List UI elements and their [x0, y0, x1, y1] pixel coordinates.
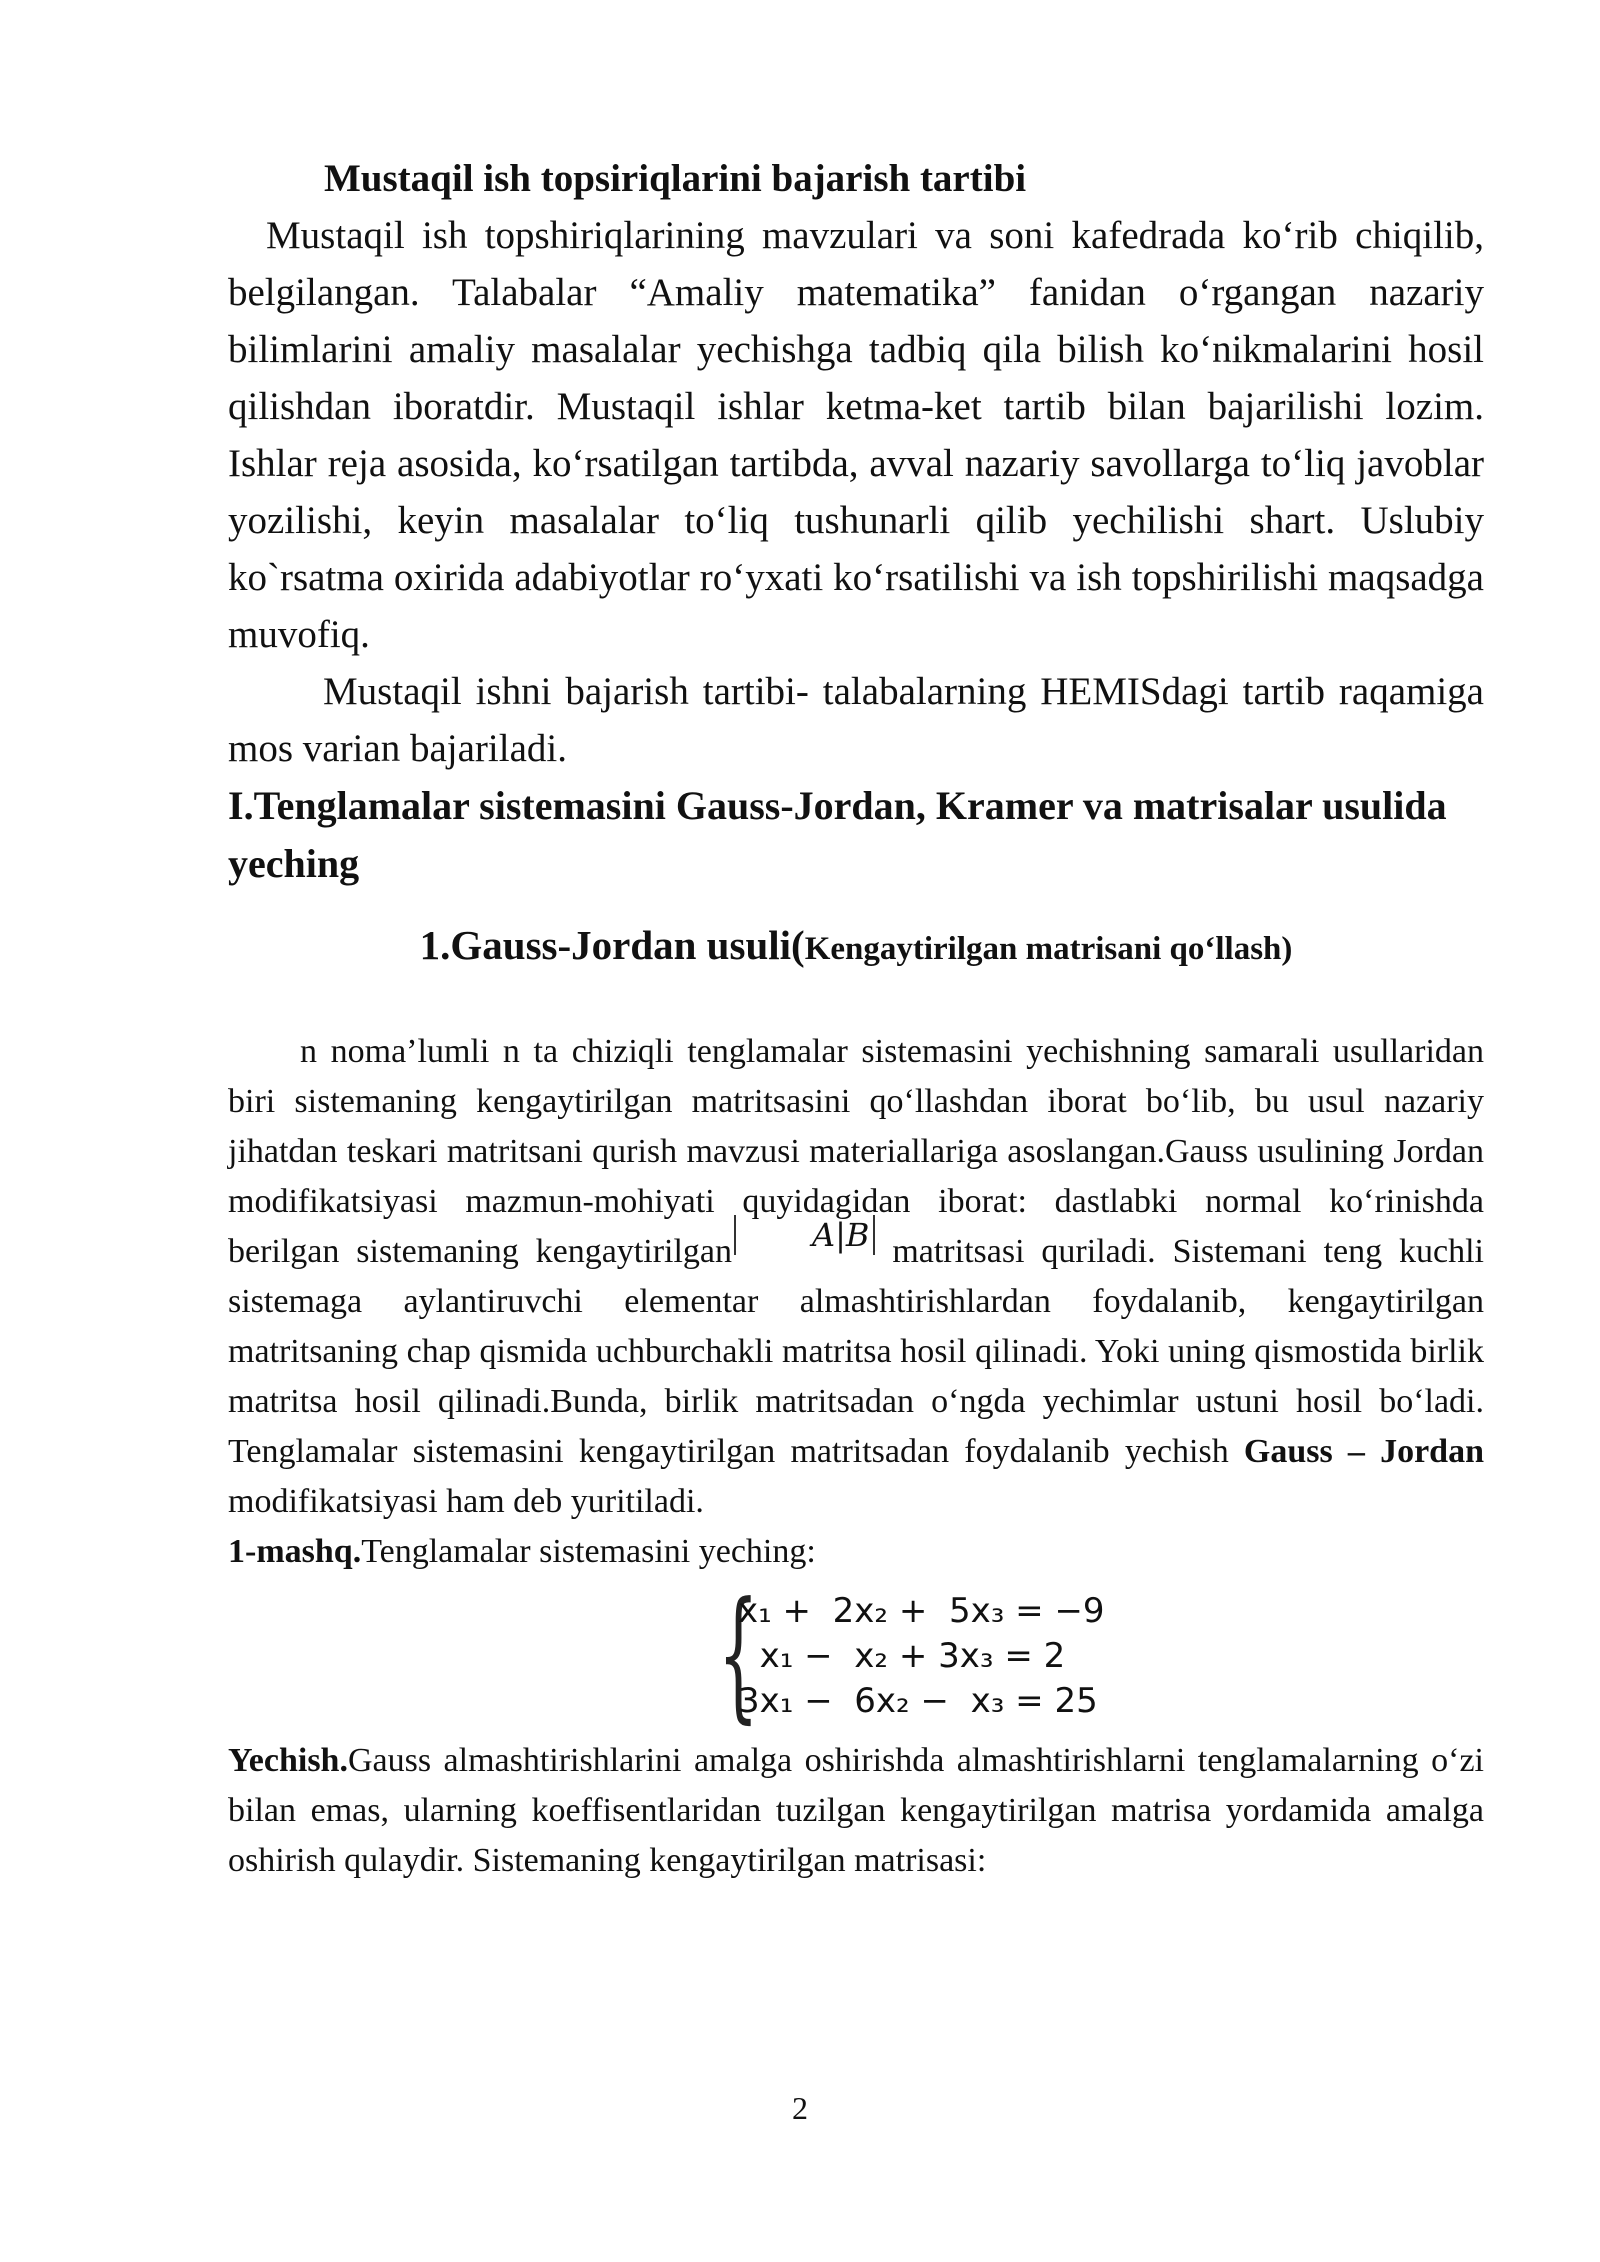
exercise-line [228, 1527, 1484, 1577]
intro-paragraph: Mustaqil ish topshiriqlarining mavzulari va soni kafedrada ko‘rib chiqilib, belgilangan. Talabalar “Amaliy matematika” fanidan o‘rgangan nazariy bilimlarini amaliy masalalar yechishga tadbiq qila bilish ko‘nikmalarini hosil qilishdan iboratdir. Mustaqil ishlar ketma-ket tartib bilan bajarilishi lozim. Ishlar reja asosida, ko‘rsatilgan tartibda, avval nazariy savollarga to‘liq javoblar yozilishi, keyin masalalar to‘liq tushunarli qilib yechilishi shart. Uslubiy ko`rsatma oxirida adabiyotlar ro‘yxati ko‘rsatilishi va ish topshirilishi maqsadga muvofiq. [228, 214, 1484, 656]
equation-system [718, 1572, 1484, 1737]
matrix-notation: A|B [734, 1215, 875, 1255]
equation-1: x₁ + 2x₂ + 5x₃ = −9 [738, 1591, 1105, 1631]
solution-label: Yechish. [228, 1742, 348, 1779]
exercise-text: Tenglamalar sistemasini yeching: [361, 1533, 816, 1570]
method-bold: Gauss – Jordan [1243, 1433, 1484, 1470]
method-text-b: matritsasi quriladi. Sistemani teng kuchli sistemaga aylantiruvchi elementar almashtirishlardan foydalanib, kengaytirilgan matritsaning chap qismida uchburchakli matritsa hosil qilinadi. Yoki uning qismostida birlik matritsa hosil qilinadi.Bunda, birlik matritsadan o‘ngda yechimlar ustuni hosil bo‘ladi. Tenglamalar sistemasini kengaytirilgan matritsadan foydalanib yechish [228, 1233, 1484, 1470]
section-title: I.Tenglamalar sistemasini Gauss-Jordan, Kramer va matrisalar usulida yeching [228, 783, 1447, 886]
subtitle-main: 1.Gauss-Jordan usuli( [419, 922, 805, 968]
page-heading: Mustaqil ish topsiriqlarini bajarish tartibi [324, 157, 1027, 200]
page-number: 2 [792, 2090, 808, 2126]
method-text-c: modifikatsiyasi ham deb yuritiladi. [228, 1483, 704, 1520]
method-paragraph [228, 1027, 1484, 1527]
equation-2: x₁ − x₂ + 3x₃ = 2 [738, 1636, 1066, 1676]
solution-text: Gauss almashtirishlarini amalga oshirishda almashtirishlarni tenglamalarning o‘zi bilan emas, ularning koeffisentlaridan tuzilgan kengaytirilgan matrisa yordamida amalga oshirish qulaydir. Sistemaning kengaytirilgan matrisasi: [228, 1742, 1484, 1879]
left-brace-icon: { [718, 1572, 759, 1737]
equations [738, 1589, 1105, 1724]
exercise-label: 1-mashq. [228, 1533, 362, 1570]
subsection-title [228, 915, 1484, 979]
equation-3: 3x₁ − 6x₂ − x₃ = 25 [738, 1681, 1098, 1721]
method-text-a: n noma’lumli n ta chiziqli tenglamalar sistemasini yechishning samarali usullaridan biri sistemaning kengaytirilgan matritsasini qo‘llashdan iborat bo‘lib, bu usul nazariy jihatdan teskari matritsani qurish mavzusi materiallariga asoslangan.Gauss usulining Jordan modifikatsiyasi mazmun-mohiyati quyidagidan iborat: dastlabki normal ko‘rinishda berilgan sistemaning kengaytirilgan [228, 1033, 1484, 1270]
order-paragraph: Mustaqil ishni bajarish tartibi- talabalarning HEMISdagi tartib raqamiga mos varian bajariladi. [228, 670, 1484, 770]
subtitle-small: Kengaytirilgan matrisani qo‘llash) [804, 931, 1293, 967]
document-page [228, 150, 1484, 1886]
solution-paragraph [228, 1736, 1484, 1886]
